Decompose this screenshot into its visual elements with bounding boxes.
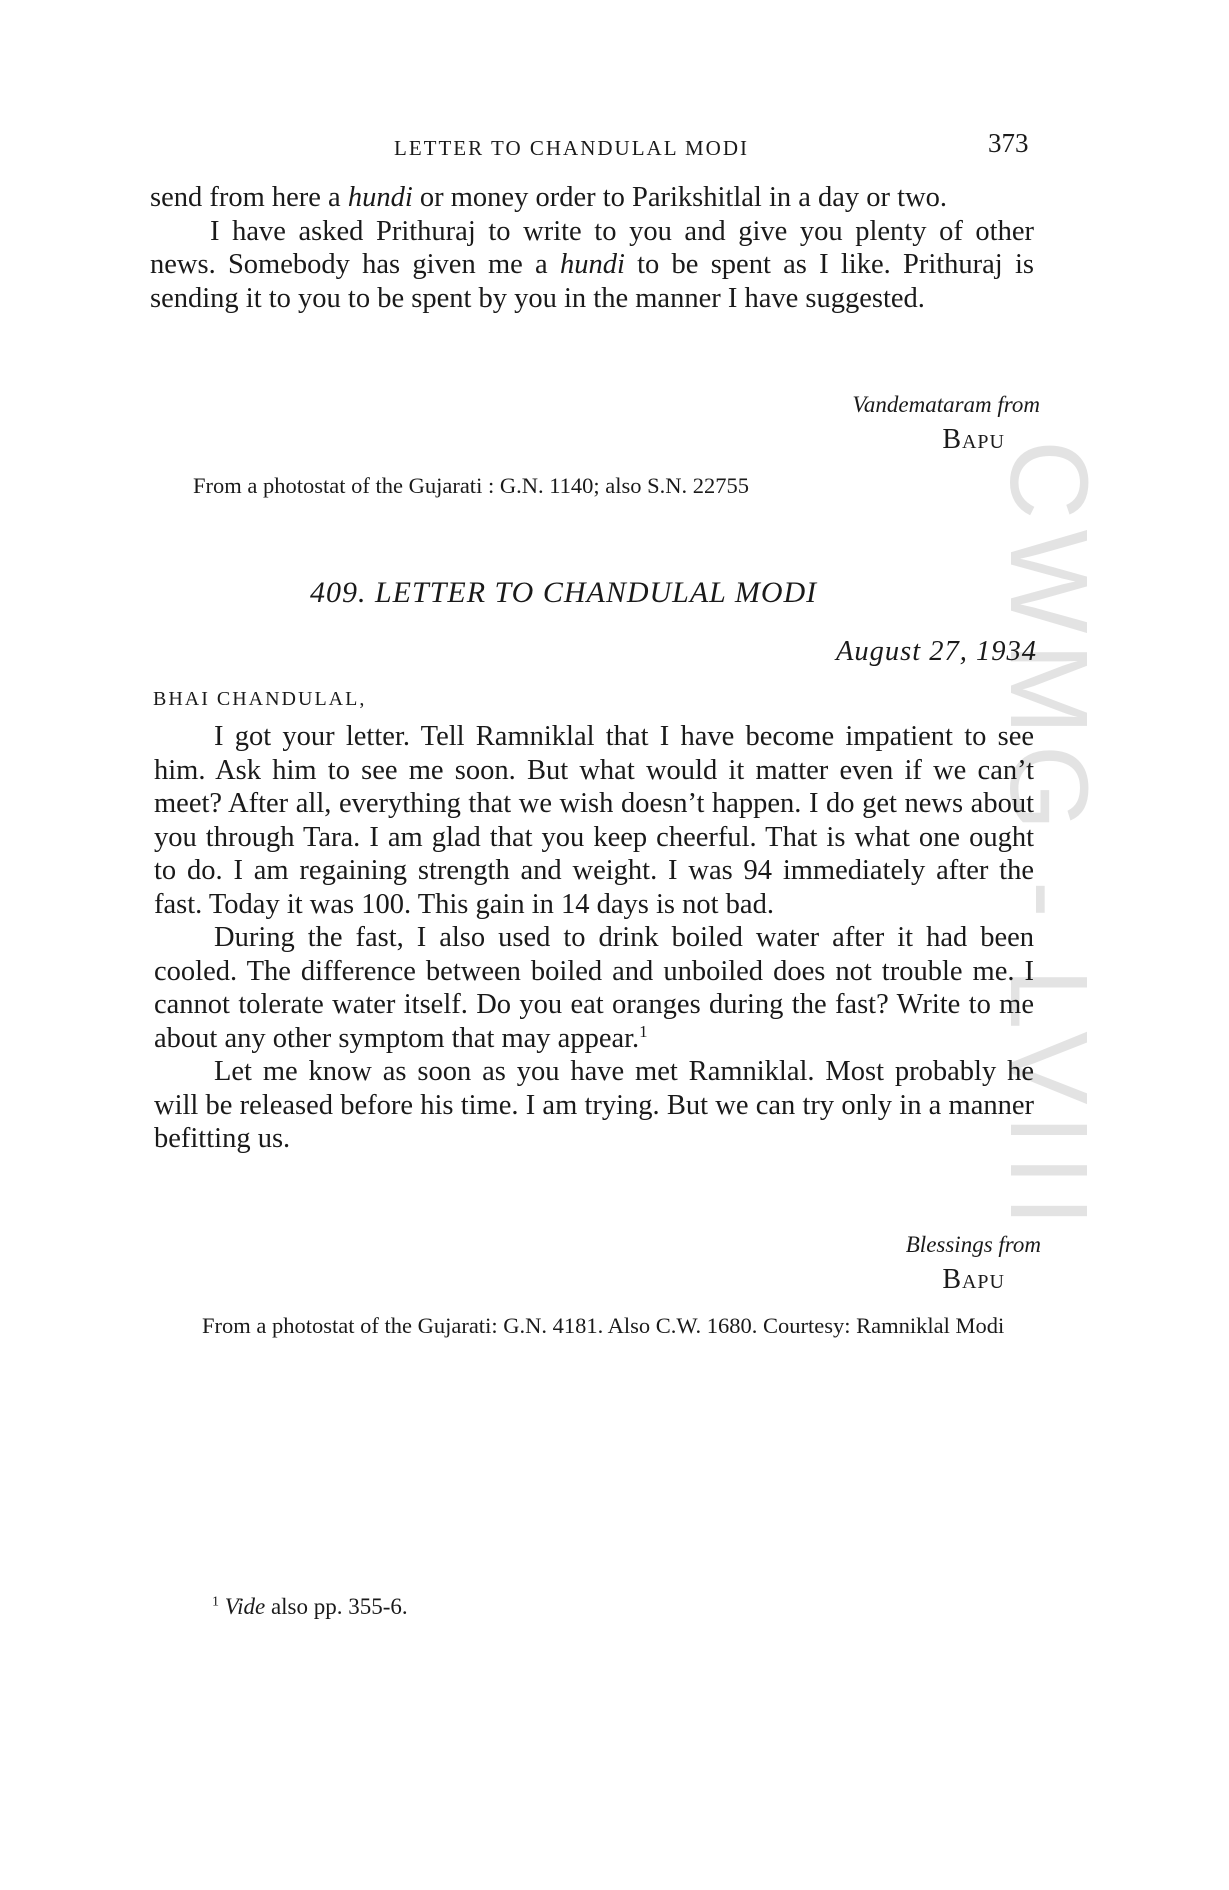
letter-body	[154, 720, 1034, 1156]
letter-date: August 27, 1934	[835, 636, 1037, 667]
watermark: CWMG - LVIII	[987, 440, 1110, 1237]
closing-blessings: Blessings from	[905, 1232, 1041, 1257]
signature-bapu: Bapu	[942, 1264, 1005, 1295]
source-note: From a photostat of the Gujarati : G.N. 1140; also S.N. 22755	[193, 473, 749, 498]
running-head: LETTER TO CHANDULAL MODI	[394, 136, 750, 160]
previous-letter-body	[150, 181, 1034, 315]
footnote-marker: 1	[639, 1021, 648, 1041]
paragraph: I have asked Prithuraj to write to you and give you plenty of other news. Somebody has given me a hundi to be spent as I like. Prithuraj is sending it to you to be spent by you in the manner I have suggested.	[150, 215, 1034, 314]
footnote: $^1$ Vide also pp. 355-6.	[212, 1594, 408, 1619]
source-note: From a photostat of the Gujarati: G.N. 4181. Also C.W. 1680. Courtesy: Ramniklal Modi	[202, 1313, 1005, 1338]
paragraph: I got your letter. Tell Ramniklal that I have become impatient to see him. Ask him to see me soon. But what would it matter even if we can’t meet? After all, everything that we wish doesn’t happen. I do get news about you through Tara. I am glad that you keep cheerful. That is what one ought to do. I am regaining strength and weight. I was 94 immediately after the fast. Today it was 100. This gain in 14 days is not bad.	[154, 721, 1034, 920]
paragraph: send from here a hundi or money order to Parikshitlal in a day or two.	[150, 182, 948, 213]
paragraph: During the fast, I also used to drink boiled water after it had been cooled. The difference between boiled and unboiled does not trouble me. I cannot tolerate water itself. Do you eat oranges during the fast? Write to me about any other symptom that may appear.$^1$	[154, 922, 1034, 1054]
closing-vandemataram: Vandemataram from	[852, 392, 1040, 417]
signature-bapu: Bapu	[942, 424, 1005, 455]
salutation: BHAI CHANDULAL,	[153, 688, 367, 710]
letter-title: 409. LETTER TO CHANDULAL MODI	[310, 576, 818, 609]
paragraph: Let me know as soon as you have met Ramniklal. Most probably he will be released before his time. I am trying. But we can try only in a manner befitting us.	[154, 1056, 1034, 1154]
page-number: 373	[988, 128, 1029, 158]
